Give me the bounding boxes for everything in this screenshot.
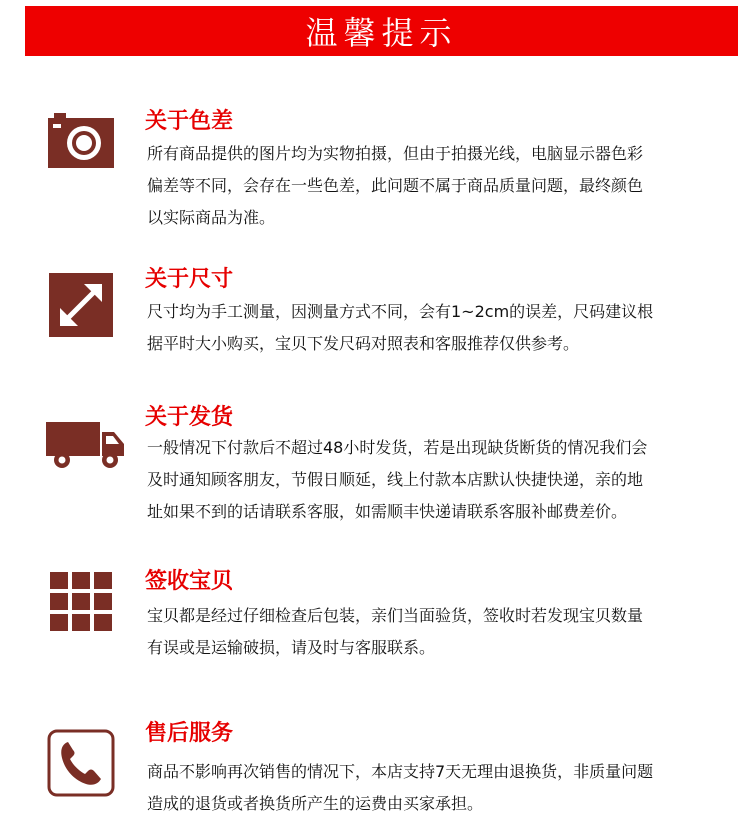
section-body: [147, 296, 717, 360]
camera-icon: [46, 108, 116, 178]
grid-icon: [46, 568, 116, 638]
section-heading: 售后服务: [145, 721, 234, 746]
body-line: 有误或是运输破损，请及时与客服联系。: [147, 638, 436, 657]
body-line: 宝贝都是经过仔细检查后包装，亲们当面验货，签收时若发现宝贝数量: [147, 606, 644, 625]
phone-icon: [46, 728, 116, 798]
body-line: 据平时大小购买，宝贝下发尺码对照表和客服推荐仅供参考。: [147, 334, 580, 353]
body-line: 商品不影响再次销售的情况下，本店支持7天无理由退换货，非质量问题: [147, 762, 654, 781]
body-line: 址如果不到的话请联系客服，如需顺丰快递请联系客服补邮费差价。: [147, 502, 628, 521]
section-body: [147, 600, 717, 664]
banner-title: 温馨提示: [305, 14, 458, 52]
body-line: 一般情况下付款后不超过48小时发货，若是出现缺货断货的情况我们会: [147, 438, 648, 457]
resize-arrow-icon: [46, 270, 116, 340]
title-banner: [25, 6, 738, 56]
section-heading: 关于尺寸: [145, 267, 234, 292]
body-line: 以实际商品为准。: [147, 208, 276, 227]
body-line: 偏差等不同，会存在一些色差，此问题不属于商品质量问题，最终颜色: [147, 176, 644, 195]
body-line: 尺寸均为手工测量，因测量方式不同，会有1~2cm的误差，尺码建议根: [147, 302, 654, 321]
section-body: [147, 432, 717, 528]
body-line: 造成的退货或者换货所产生的运费由买家承担。: [147, 794, 484, 813]
body-line: 所有商品提供的图片均为实物拍摄，但由于拍摄光线，电脑显示器色彩: [147, 144, 644, 163]
section-heading: 签收宝贝: [145, 569, 234, 594]
section-heading: 关于发货: [145, 405, 234, 430]
section-body: [147, 138, 717, 234]
truck-icon: [44, 408, 126, 478]
body-line: 及时通知顾客朋友，节假日顺延，线上付款本店默认快捷快递，亲的地: [147, 470, 644, 489]
section-heading: 关于色差: [145, 109, 234, 134]
section-body: [147, 756, 717, 820]
